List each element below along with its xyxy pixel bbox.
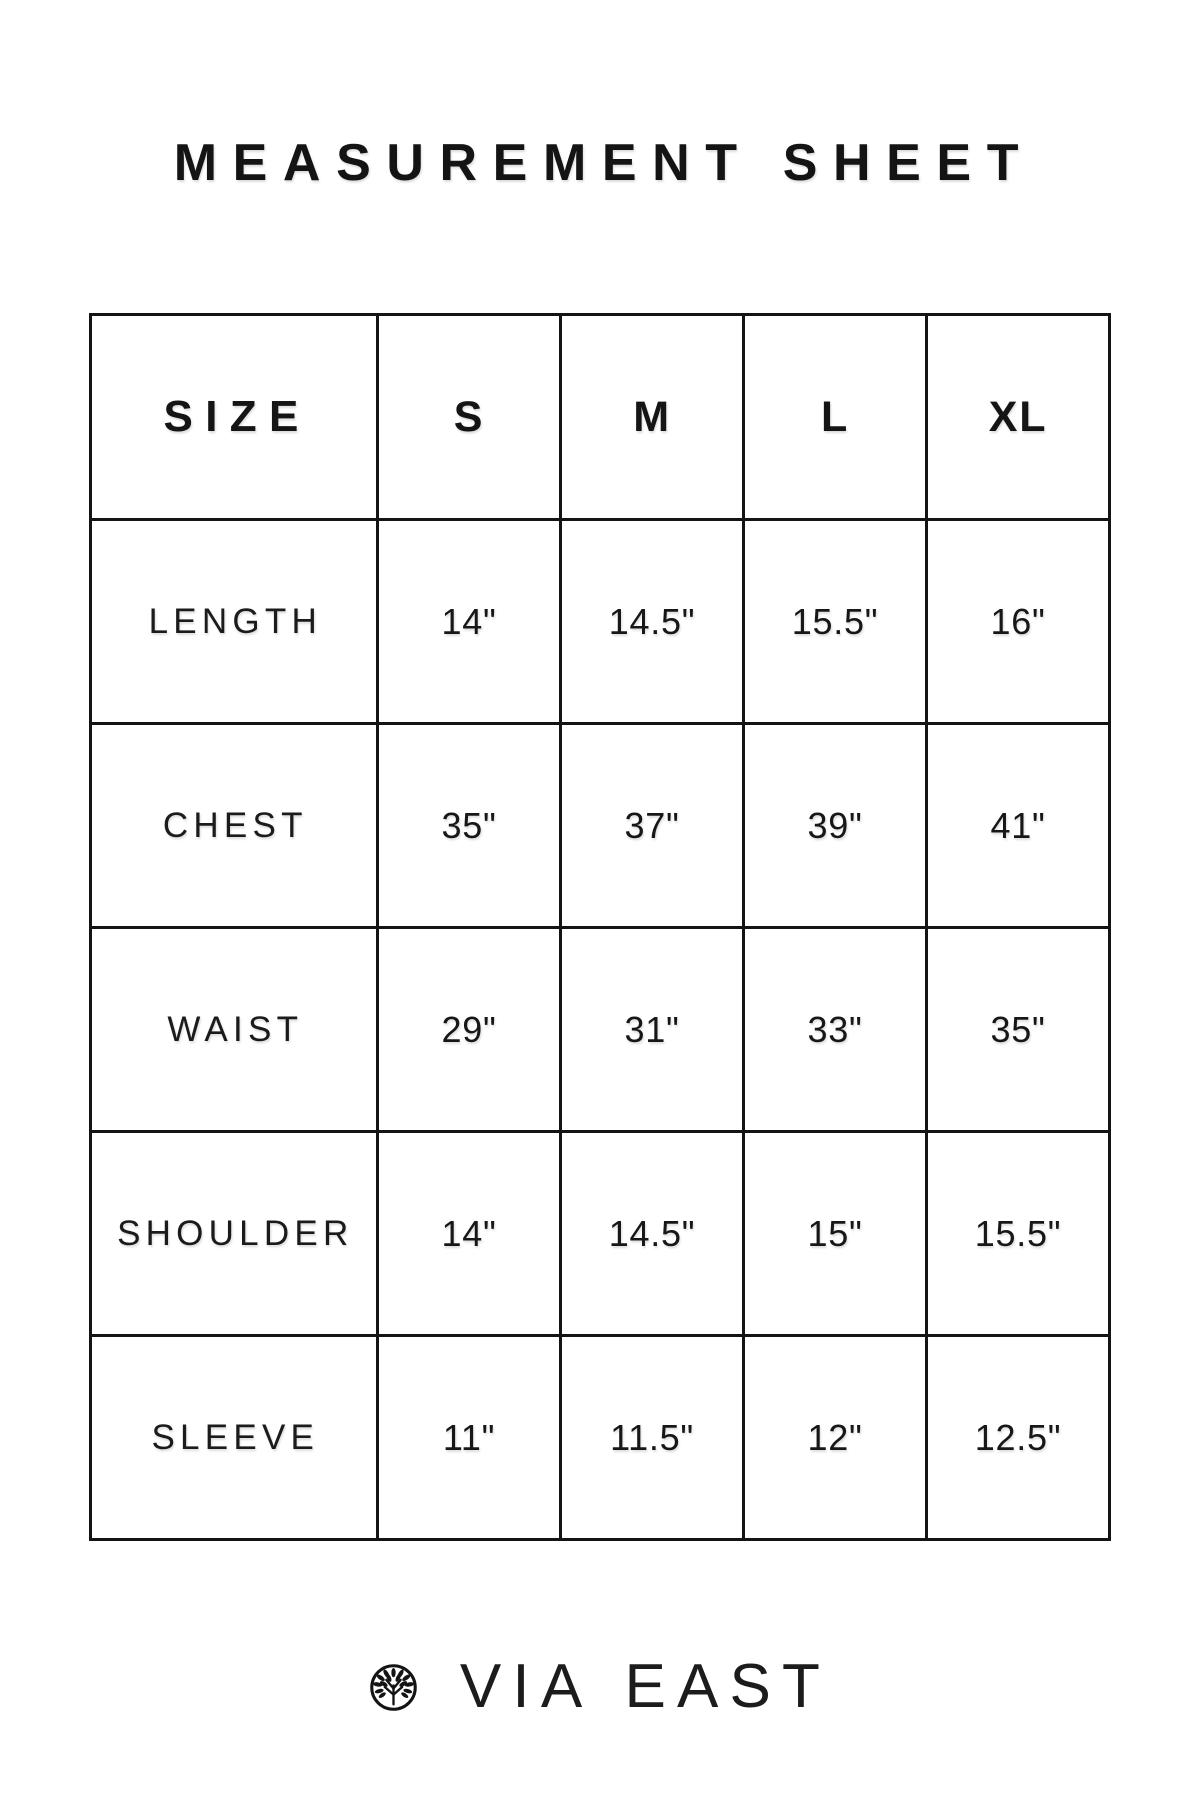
- cell-shoulder-s: 14": [378, 1132, 561, 1336]
- column-header-s: S: [378, 315, 561, 520]
- row-label-length: LENGTH: [91, 520, 378, 724]
- cell-waist-l: 33": [744, 928, 927, 1132]
- column-header-l: L: [744, 315, 927, 520]
- brand-name: VIA EAST: [459, 1652, 832, 1721]
- cell-length-l: 15.5": [744, 520, 927, 724]
- cell-waist-xl: 35": [927, 928, 1110, 1132]
- table-row-sleeve: [91, 1336, 1110, 1540]
- cell-shoulder-xl: 15.5": [927, 1132, 1110, 1336]
- cell-chest-s: 35": [378, 724, 561, 928]
- cell-chest-xl: 41": [927, 724, 1110, 928]
- table-header-row: [91, 315, 1110, 520]
- tree-in-circle-icon: [369, 1663, 418, 1712]
- cell-sleeve-xl: 12.5": [927, 1336, 1110, 1540]
- cell-length-xl: 16": [927, 520, 1110, 724]
- column-header-size: SIZE: [91, 315, 378, 520]
- column-header-m: M: [561, 315, 744, 520]
- cell-shoulder-m: 14.5": [561, 1132, 744, 1336]
- cell-chest-l: 39": [744, 724, 927, 928]
- table-row-shoulder: [91, 1132, 1110, 1336]
- cell-waist-s: 29": [378, 928, 561, 1132]
- column-header-xl: XL: [927, 315, 1110, 520]
- cell-shoulder-l: 15": [744, 1132, 927, 1336]
- row-label-shoulder: SHOULDER: [91, 1132, 378, 1336]
- row-label-chest: CHEST: [91, 724, 378, 928]
- row-label-sleeve: SLEEVE: [91, 1336, 378, 1540]
- table-row-length: [91, 520, 1110, 724]
- cell-sleeve-l: 12": [744, 1336, 927, 1540]
- cell-waist-m: 31": [561, 928, 744, 1132]
- row-label-waist: WAIST: [91, 928, 378, 1132]
- table-row-waist: [91, 928, 1110, 1132]
- cell-sleeve-s: 11": [378, 1336, 561, 1540]
- page-title: MEASUREMENT SHEET: [173, 134, 1035, 192]
- cell-sleeve-m: 11.5": [561, 1336, 744, 1540]
- table-row-chest: [91, 724, 1110, 928]
- brand-logo: [0, 1652, 1200, 1721]
- cell-length-s: 14": [378, 520, 561, 724]
- size-chart-table: [89, 313, 1111, 1541]
- cell-chest-m: 37": [561, 724, 744, 928]
- cell-length-m: 14.5": [561, 520, 744, 724]
